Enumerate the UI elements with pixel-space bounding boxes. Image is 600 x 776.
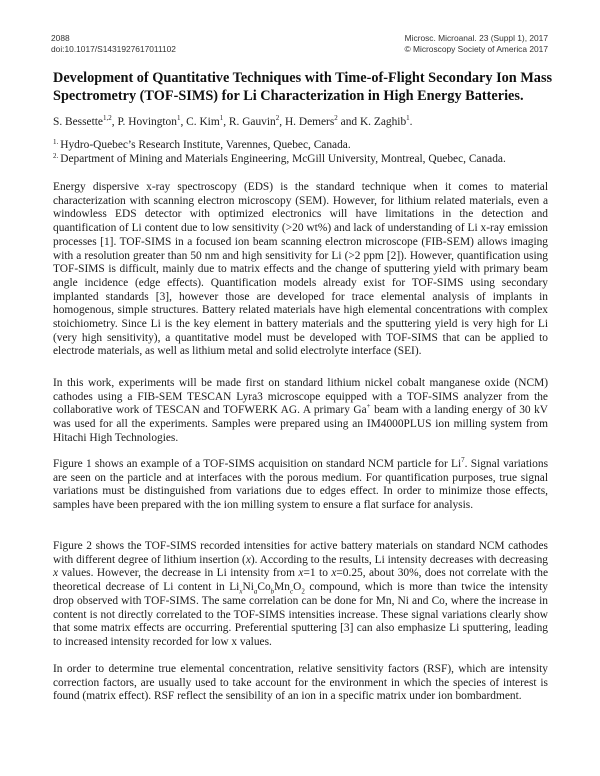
affiliation-list (53, 139, 506, 166)
paragraph-methods: In this work, experiments will be made first on standard lithium nickel cobalt manganese oxide (NCM) cathodes using a FIB-SEM TESCAN Lyra3 microscope equipped with a TOF-SIMS analyzer from the collaborative work of TESCAN and TOFWERK AG. A primary Ga+ beam with a landing energy of 30 kV was used for all the experiments. Samples were prepared using an IM4000PLUS ion milling system from Hitachi High Technologies. (53, 377, 549, 444)
author: C. Kim$^1$, (186, 114, 229, 128)
author: K. Zaghib$^1$. (359, 114, 413, 128)
journal-citation: Microsc. Microanal. 23 (Suppl 1), 2017 (404, 33, 548, 43)
copyright: © Microscopy Society of America 2017 (404, 43, 548, 54)
paragraph-figure2: Figure 2 shows the TOF-SIMS recorded intensities for active battery materials on standard NCM cathodes with different degree of lithium insertion (x). According to the results, Li intensity decreases with decreasing x values. However, the decrease in Li intensity from x=1 to x=0.25, about 30%, does not correlate with the theoretical decrease of Li content in $Li_xNi_aCo_bMn_cO_2$ compound, which is more than twice the intensity drop observed with TOF-SIMS. The same correlation can be done for Mn, Ni and Co, where the increase in content is not directly correlated to the TOF-SIMS intensities increase. These signal variations clearly show that some matrix effects are occurring. Preferential sputtering [3] can also emphasize Li sputtering, leading to increased intensity recorded for low x values. (53, 540, 548, 648)
paper-title: Development of Quantitative Techniques with Time-of-Flight Secondary Ion Mass Spectrometry (TOF-SIMS) for Li Characterization in High Energy Batteries. (53, 70, 553, 104)
author: S. Bessette$^{1,2}$, (53, 114, 118, 128)
header-right (405, 33, 549, 54)
doi: doi:10.1017/S1431927617011102 (51, 43, 176, 54)
header-left (51, 33, 176, 54)
author-list (53, 116, 413, 129)
author: P. Hovington$^1$, (117, 114, 187, 128)
page-number: 2088 (51, 33, 70, 43)
author: H. Demers$^2$ and (284, 114, 360, 128)
affiliation: $^{1.}$ Hydro-Quebec’s Research Institute, Varennes, Quebec, Canada. (53, 138, 351, 151)
paragraph-rsf: In order to determine true elemental concentration, relative sensitivity factors (RSF), which are intensity correction factors, are usually used to take account for the environment in which the species of interest is found (matrix effect). RSF reflect the sensibility of an ion in a specific matrix under ion bombardment. (53, 663, 548, 703)
author: R. Gauvin$^2$, (228, 114, 285, 128)
affiliation: $^{2.}$ Department of Mining and Materials Engineering, McGill University, Montreal, Quebec, Canada. (53, 151, 506, 165)
paragraph-introduction: Energy dispersive x-ray spectroscopy (EDS) is the standard technique when it comes to material characterization with scanning electron microscopy (SEM). However, for lithium related materials, even a windowless EDS detector with optimized electronics will have limitations in the detection and quantification of Li content due to low sensitivity (>20 wt%) and lack of understanding of Li x-ray emission processes [1]. TOF-SIMS in a focused ion beam scanning electron microscope (FIB-SEM) allows imaging with a resolution greater than 50 nm and high sensitivity for Li (>2 ppm [2]). However, quantification using TOF-SIMS is difficult, mainly due to matrix effects and the change of sputtering yield with primary beam angle incidence (edge effects). Quantification models already exist for TOF-SIMS using secondary implanted standards [3], however those are developed for trace elemental analysis of implants in homogenous, simple structures. Battery related materials have high elemental concentrations with complex stoichiometry. Since Li is the key element in battery materials and the sputtering yield is very high for Li (very high sensitivity), a quantitative model must be developed with TOF-SIMS that can be applied to electrode materials, as well as lithium metal and solid electrolyte interface (SEI). (53, 181, 548, 358)
paragraph-figure1: Figure 1 shows an example of a TOF-SIMS acquisition on standard NCM particle for Li$^7$. Signal variations are seen on the particle and at interfaces with the porous medium. For quantification purposes, true signal variations must be distinguished from variations due to edges effect. In order to minimize those effects, samples have been prepared with the ion milling system to ensure a flat surface for analysis. (53, 456, 548, 512)
